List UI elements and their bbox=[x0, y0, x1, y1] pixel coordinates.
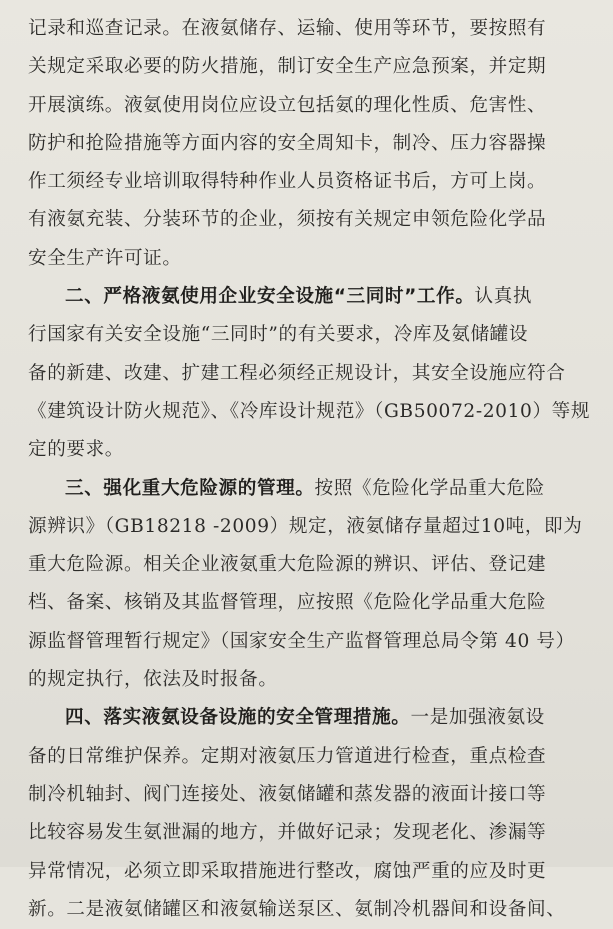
body-text-line bbox=[28, 393, 591, 431]
body-text-line bbox=[28, 163, 591, 201]
line-text: 有液氨充装、分装环节的企业，须按有关规定申领危险化学品 bbox=[28, 209, 547, 231]
body-text-line bbox=[28, 623, 591, 661]
body-text-line bbox=[28, 546, 591, 584]
line-text: 备的日常维护保养。定期对液氨压力管道进行检查，重点检查 bbox=[28, 745, 547, 767]
body-text-line bbox=[28, 508, 591, 546]
body-text-line bbox=[28, 201, 591, 239]
line-text: 新。二是液氨储罐区和液氨输送泵区、氨制冷机器间和设备间、 bbox=[28, 898, 566, 920]
line-text: 源辨识》（GB18218 -2009）规定，液氨储存量超过10吨，即为 bbox=[28, 515, 583, 537]
body-text-line bbox=[28, 355, 591, 393]
body-text-line bbox=[28, 316, 591, 354]
line-text: 异常情况，必须立即采取措施进行整改，腐蚀严重的应及时更 bbox=[28, 860, 547, 882]
body-text-line bbox=[28, 776, 591, 814]
body-text-line bbox=[28, 814, 591, 852]
body-text-line bbox=[28, 891, 591, 929]
line-text: 一是加强液氨设 bbox=[410, 707, 545, 729]
body-text-line bbox=[28, 48, 591, 86]
body-text-line bbox=[28, 661, 591, 699]
line-text: 的规定执行，依法及时报备。 bbox=[28, 669, 278, 691]
line-text: 行国家有关安全设施“三同时”的有关要求，冷库及氨储罐设 bbox=[28, 324, 529, 346]
line-text: 按照《危险化学品重大危险 bbox=[314, 477, 545, 499]
line-text: 安全生产许可证。 bbox=[28, 247, 182, 269]
section-heading: 三、强化重大危险源的管理。 bbox=[65, 477, 315, 499]
line-text: 防护和抢险措施等方面内容的安全周知卡，制冷、压力容器操 bbox=[28, 132, 547, 154]
line-text: 关规定采取必要的防火措施，制订安全生产应急预案，并定期 bbox=[28, 56, 547, 78]
line-text: 《建筑设计防火规范》、《冷库设计规范》（GB50072-2010）等规 bbox=[28, 400, 591, 422]
section-heading-line bbox=[28, 470, 591, 508]
line-text: 制冷机轴封、阀门连接处、液氨储罐和蒸发器的液面计接口等 bbox=[28, 783, 547, 805]
body-text-line bbox=[28, 10, 591, 48]
body-text-line bbox=[28, 240, 591, 278]
body-text-line bbox=[28, 87, 591, 125]
body-text-line bbox=[28, 431, 591, 469]
body-text-line bbox=[28, 125, 591, 163]
body-text-line bbox=[28, 853, 591, 891]
line-text: 比较容易发生氨泄漏的地方，并做好记录；发现老化、渗漏等 bbox=[28, 822, 547, 844]
section-heading-line bbox=[28, 699, 591, 737]
line-text: 档、备案、核销及其监督管理，应按照《危险化学品重大危险 bbox=[28, 592, 547, 614]
line-text: 重大危险源。相关企业液氨重大危险源的辨识、评估、登记建 bbox=[28, 554, 547, 576]
line-text: 开展演练。液氨使用岗位应设立包括氨的理化性质、危害性、 bbox=[28, 94, 547, 116]
section-heading: 四、落实液氨设备设施的安全管理措施。 bbox=[65, 707, 411, 729]
body-text-line bbox=[28, 738, 591, 776]
line-text: 记录和巡查记录。在液氨储存、运输、使用等环节，要按照有 bbox=[28, 18, 547, 39]
body-text-line bbox=[28, 584, 591, 622]
line-text: 认真执 bbox=[474, 286, 533, 308]
line-text: 备的新建、改建、扩建工程必须经正规设计，其安全设施应符合 bbox=[28, 362, 566, 384]
section-heading: 二、严格液氨使用企业安全设施“三同时”工作。 bbox=[65, 286, 475, 308]
line-text: 定的要求。 bbox=[28, 439, 124, 461]
line-text: 作工须经专业培训取得特种作业人员资格证书后，方可上岗。 bbox=[28, 171, 547, 193]
section-heading-line bbox=[28, 278, 591, 316]
line-text: 源监督管理暂行规定》（国家安全生产监督管理总局令第 40 号） bbox=[28, 630, 575, 652]
